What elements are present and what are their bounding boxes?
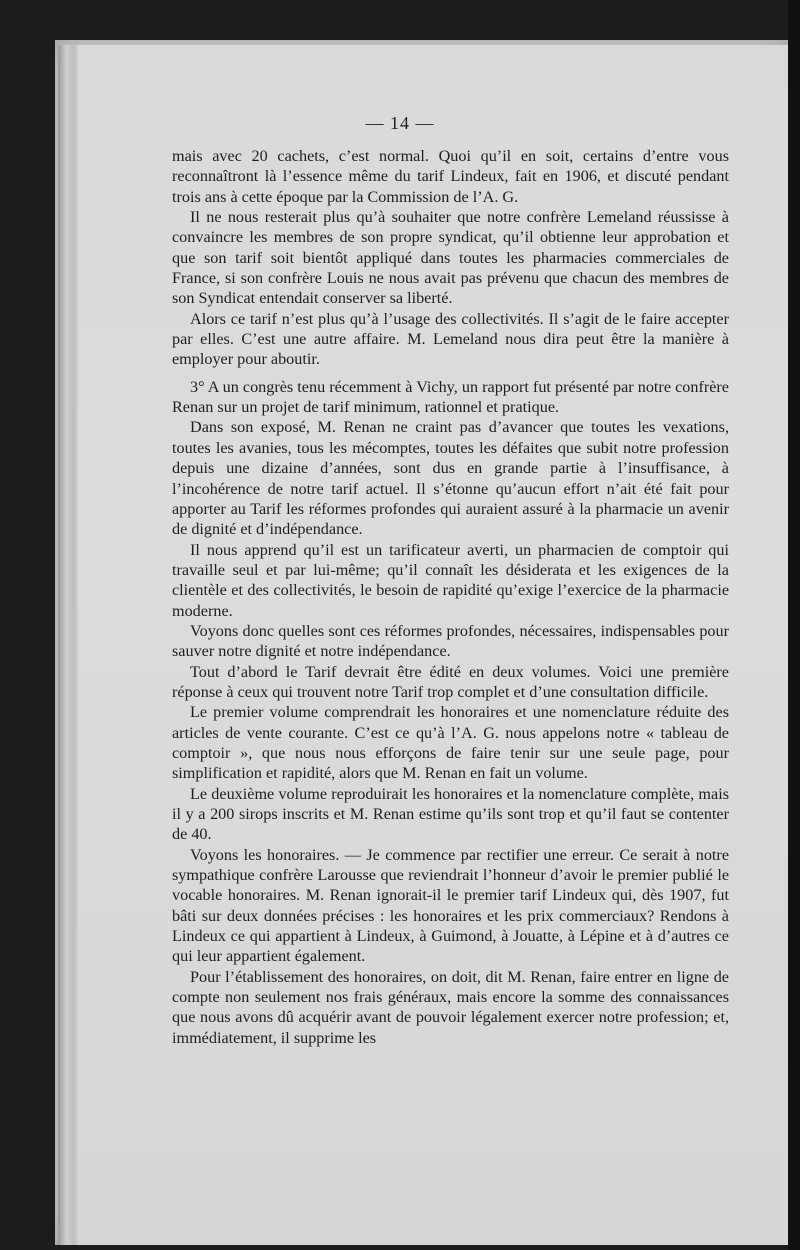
paragraph: Le premier volume comprendrait les honoraires et une nomenclature réduite des articles de vente courante. C’est ce qu’à l’A. G. nous appelons notre « tableau de comptoir », que nous nous efforçons de faire tenir sur une seule page, pour simplification et rapidité, alors que M. Renan en fait un volume. — [172, 703, 729, 783]
body-text — [172, 146, 729, 1048]
paragraph: Le deuxième volume reproduirait les honoraires et la nomenclature complète, mais il y a 200 sirops inscrits et M. Renan estime qu’ils sont trop et qu’il faut se contenter de 40. — [172, 784, 729, 844]
paragraph: Voyons donc quelles sont ces réformes profondes, nécessaires, indispensables pour sauver notre dignité et notre indépendance. — [172, 621, 729, 661]
paragraph: Pour l’établissement des honoraires, on doit, dit M. Renan, faire entrer en ligne de compte non seulement nos frais généraux, mais encore la somme des connaissances que nous avons dû acquérir avant de pouvoir légalement exercer notre profession; et, immédiatement, il supprime les — [172, 967, 729, 1047]
paragraph: 3° A un congrès tenu récemment à Vichy, un rapport fut présenté par notre confrère Renan sur un projet de tarif minimum, rationnel et pratique. — [172, 377, 729, 417]
paragraph: Il ne nous resterait plus qu’à souhaiter que notre confrère Lemeland réussisse à convaincre les membres de son propre syndicat, qu’il obtienne leur approbation et que son tarif soit bientôt appliqué dans toutes les pharmacies commerciales de France, si son confrère Louis ne nous avait pas prévenu que chacun des membres de son Syndicat entendait conserver sa liberté. — [172, 208, 729, 308]
paragraph: Voyons les honoraires. — Je commence par rectifier une erreur. Ce serait à notre sympathique confrère Larousse que reviendrait l’honneur d’avoir le premier publié le vocable honoraires. M. Renan ignorait-il le premier tarif Lindeux qui, dès 1907, fut bâti sur deux données précises : les honoraires et les prix commerciaux? Rendons à Lindeux ce qui appartient à Lindeux, à Guimond, à Jouatte, à Lépine et à d’autres ce qui leur appartient également. — [172, 845, 729, 966]
paragraph: Il nous apprend qu’il est un tarificateur averti, un pharmacien de comptoir qui travaille seul et par lui-même; qu’il connaît les désiderata et les exigences de la clientèle et des collectivités, le besoin de rapidité qu’exige l’exercice de la pharmacie moderne. — [172, 540, 729, 620]
page-stack-edge — [58, 45, 80, 1245]
paragraph: Tout d’abord le Tarif devrait être édité en deux volumes. Voici une première réponse à ceux qui trouvent notre Tarif trop complet et d’une consultation difficile. — [172, 662, 729, 701]
page-number: — 14 — — [365, 113, 435, 133]
paragraph: Alors ce tarif n’est plus qu’à l’usage des collectivités. Il s’agit de le faire accepter par elles. C’est une autre affaire. M. Lemeland nous dira peut être la manière à employer pour aboutir. — [172, 309, 729, 369]
scan-border — [788, 0, 800, 1250]
paragraph: Dans son exposé, M. Renan ne craint pas d’avancer que toutes les vexations, toutes les avanies, tous les mécomptes, toutes les défaites que subit notre profession depuis une dizaine d’années, sont dus en grande partie à l’insuffisance, à l’incohérence de notre tarif actuel. Il s’étonne qu’aucun effort n’ait été fait pour apporter au Tarif les réformes profondes qui auraient assuré à la pharmacie un avenir de dignité et d’indépendance. — [172, 418, 729, 539]
paragraph: mais avec 20 cachets, c’est normal. Quoi qu’il en soit, certains d’entre vous reconnaîtront là l’essence même du tarif Lindeux, fait en 1906, et discuté pendant trois ans à cette époque par la Commission de l’A. G. — [172, 147, 729, 206]
